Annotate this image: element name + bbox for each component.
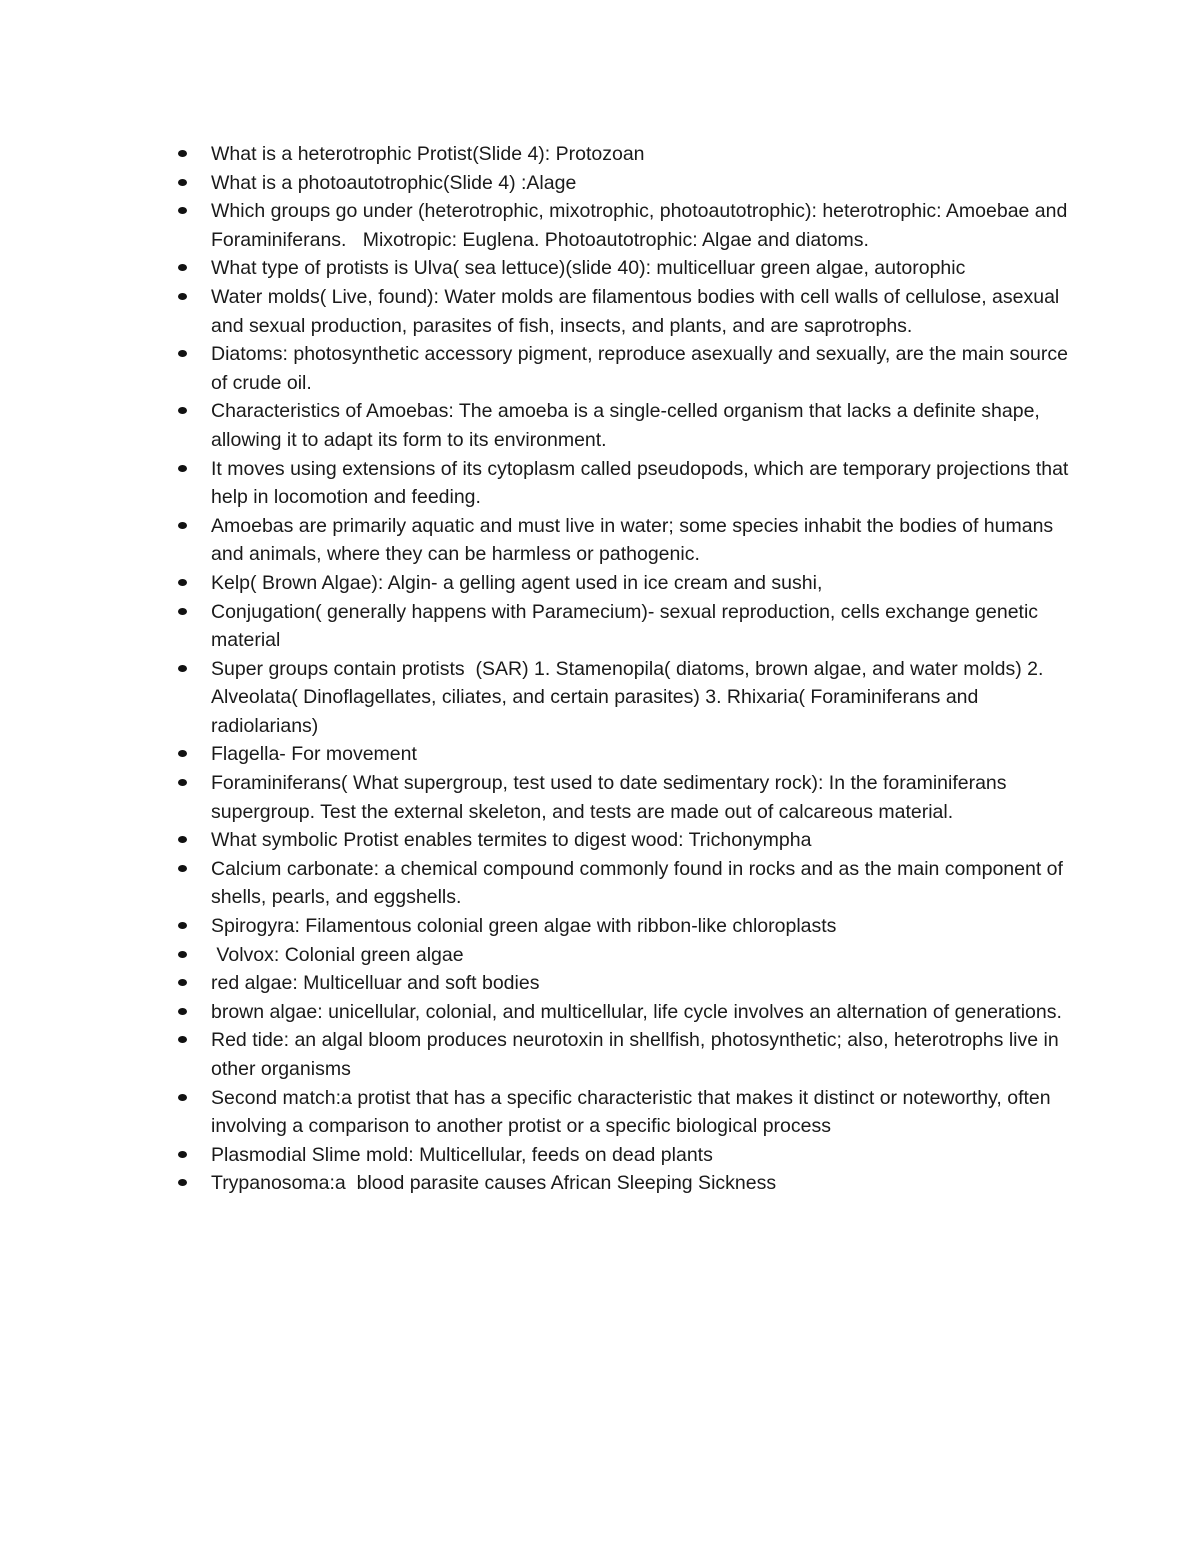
list-item-text: Conjugation( generally happens with Paramecium)- sexual reproduction, cells exchange genetic material (211, 600, 1044, 652)
list-item-text: Flagella- For movement (211, 743, 417, 766)
list-item-text: What is a heterotrophic Protist(Slide 4): Protozoan (211, 143, 645, 165)
list-item-text: Plasmodial Slime mold: Multicellular, feeds on dead plants (211, 1143, 713, 1166)
list-item (211, 254, 1071, 283)
bullet-icon (178, 608, 187, 615)
list-item (211, 912, 1071, 941)
list-item (211, 455, 1074, 512)
list-item-text: Spirogyra: Filamentous colonial green algae with ribbon-like chloroplasts (211, 915, 837, 938)
list-item (211, 598, 1071, 655)
list-item-text: Trypanosoma:a blood parasite causes African Sleeping Sickness (211, 1172, 777, 1195)
bullet-icon (178, 836, 187, 843)
list-item (211, 1026, 1071, 1083)
bullet-icon (178, 207, 187, 214)
bullet-icon (178, 179, 187, 186)
list-item (211, 941, 1071, 970)
list-item (211, 1169, 1071, 1198)
list-item (211, 197, 1071, 254)
list-item-text: Second match:a protist that has a specific characteristic that makes it distinct or noteworthy, often involving a comparison to another protist or a specific biological process (211, 1086, 1057, 1138)
bullet-icon (178, 293, 187, 300)
list-item-text: Calcium carbonate: a chemical compound commonly found in rocks and as the main component of shells, pearls, and eggshells. (211, 857, 1069, 909)
list-item-text: Super groups contain protists (SAR) 1. Stamenopila( diatoms, brown algae, and water molds) 2. Alveolata( Dinoflagellates, ciliates, and certain parasites) 3. Rhixaria( Foraminiferans and radiolarians) (211, 657, 1048, 737)
bullet-icon (178, 150, 187, 157)
list-item (211, 1141, 1071, 1170)
list-item (211, 740, 1071, 769)
list-item-text: brown algae: unicellular, colonial, and multicellular, life cycle involves an alternation of generations. (211, 1000, 1062, 1023)
bullet-icon (178, 779, 187, 786)
bullet-icon (178, 750, 187, 757)
bullet-icon (178, 579, 187, 586)
bullet-icon (178, 979, 187, 986)
list-item (211, 512, 1071, 569)
bullet-icon (178, 865, 187, 872)
list-item-text: What symbolic Protist enables termites to digest wood: Trichonympha (211, 829, 812, 852)
list-item (211, 397, 1071, 454)
list-item-text: red algae: Multicelluar and soft bodies (211, 972, 540, 995)
bullet-list (211, 140, 1074, 1198)
list-item (211, 140, 1071, 169)
list-item (211, 998, 1071, 1027)
list-item (211, 569, 1071, 598)
list-item (211, 969, 1071, 998)
bullet-icon (178, 350, 187, 357)
list-item-text: What type of protists is Ulva( sea lettuce)(slide 40): multicelluar green algae, autorophic (211, 257, 966, 280)
list-item (211, 855, 1071, 912)
list-item-text: Water molds( Live, found): Water molds are filamentous bodies with cell walls of cellulose, asexual and sexual production, parasites of fish, insects, and plants, and are saprotrophs. (211, 285, 1065, 337)
list-item-text: Kelp( Brown Algae): Algin- a gelling agent used in ice cream and sushi, (211, 571, 823, 594)
list-item-text: Red tide: an algal bloom produces neurotoxin in shellfish, photosynthetic; also, heterotrophs live in other organisms (211, 1029, 1065, 1080)
list-item-text: Which groups go under (heterotrophic, mixotrophic, photoautotrophic): heterotrophic: Amoebae and Foraminiferans. Mixotropic: Euglena. Photoautotrophic: Algae and diatoms. (211, 200, 1073, 251)
bullet-icon (178, 1094, 187, 1101)
list-item (211, 1084, 1071, 1141)
list-item (211, 283, 1071, 340)
bullet-icon (178, 264, 187, 271)
list-item-text: It moves using extensions of its cytoplasm called pseudopods, which are temporary projections that help in locomotion and feeding. (211, 457, 1074, 509)
bullet-icon (178, 1008, 187, 1015)
bullet-icon (178, 465, 187, 472)
bullet-icon (178, 522, 187, 529)
list-item-text: What is a photoautotrophic(Slide 4) :Alage (211, 171, 577, 194)
list-item-text: Diatoms: photosynthetic accessory pigment, reproduce asexually and sexually, are the main source of crude oil. (211, 343, 1074, 394)
list-item-text: Volvox: Colonial green algae (211, 943, 464, 966)
list-item-text: Foraminiferans( What supergroup, test used to date sedimentary rock): In the foraminiferans supergroup. Test the external skeleton, and tests are made out of calcareous material. (211, 772, 1012, 823)
list-item (211, 340, 1074, 397)
bullet-icon (178, 951, 187, 958)
list-item-text: Characteristics of Amoebas: The amoeba is a single-celled organism that lacks a definite shape, allowing it to adapt its form to its environment. (211, 400, 1046, 451)
bullet-icon (178, 1151, 187, 1158)
list-item (211, 655, 1071, 741)
bullet-icon (178, 407, 187, 414)
bullet-icon (178, 1036, 187, 1043)
list-item (211, 826, 1071, 855)
list-item (211, 769, 1071, 826)
bullet-icon (178, 1179, 187, 1186)
bullet-icon (178, 665, 187, 672)
list-item-text: Amoebas are primarily aquatic and must live in water; some species inhabit the bodies of humans and animals, where they can be harmless or pathogenic. (211, 514, 1059, 566)
list-item (211, 169, 1071, 198)
bullet-icon (178, 922, 187, 929)
